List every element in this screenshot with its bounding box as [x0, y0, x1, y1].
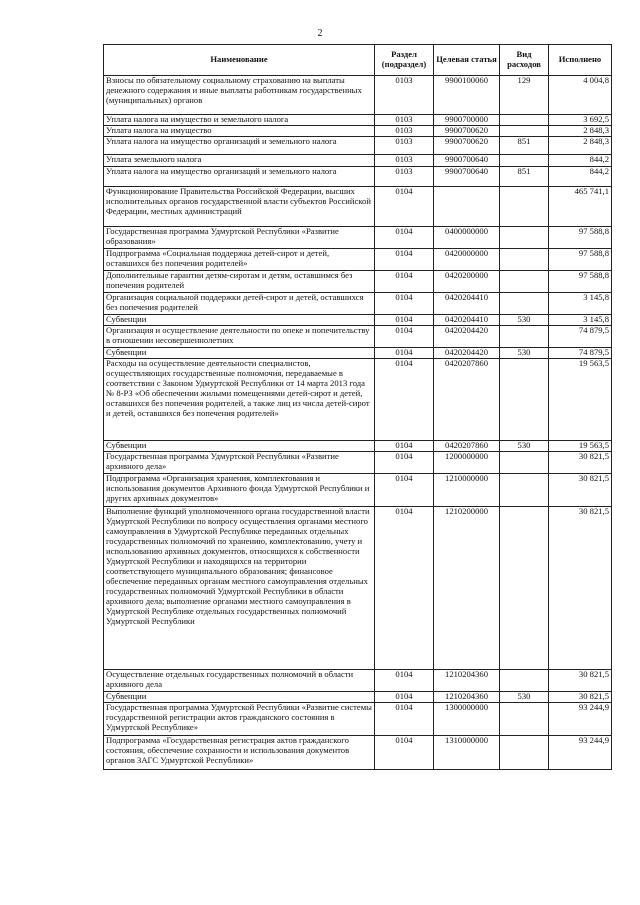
- cell-executed: 97 588,8: [549, 249, 612, 271]
- cell-section: 0104: [375, 227, 434, 249]
- cell-section: 0104: [375, 441, 434, 452]
- cell-expense-type: [500, 126, 549, 137]
- table-row: [104, 76, 612, 115]
- cell-executed: 4 004,8: [549, 76, 612, 115]
- cell-executed: 2 848,3: [549, 137, 612, 155]
- cell-target: 9900700640: [434, 155, 500, 167]
- cell-expense-type: [500, 359, 549, 441]
- cell-expense-type: [500, 474, 549, 507]
- budget-execution-table: [103, 44, 612, 770]
- cell-expense-type: 530: [500, 348, 549, 359]
- cell-target: 0420207860: [434, 359, 500, 441]
- table-row: [104, 126, 612, 137]
- table-row: [104, 692, 612, 703]
- header-name: Наименование: [104, 45, 375, 76]
- cell-expense-type: [500, 271, 549, 293]
- cell-executed: 93 244,9: [549, 736, 612, 770]
- cell-target: 1210200000: [434, 507, 500, 670]
- table-row: [104, 359, 612, 441]
- table-row: [104, 293, 612, 315]
- cell-expense-type: [500, 452, 549, 474]
- cell-target: [434, 187, 500, 227]
- cell-section: 0104: [375, 249, 434, 271]
- cell-executed: 93 244,9: [549, 703, 612, 736]
- cell-section: 0103: [375, 167, 434, 187]
- cell-target: 0420000000: [434, 249, 500, 271]
- cell-section: 0103: [375, 137, 434, 155]
- cell-name: Осуществление отдельных государственных полномочий в области архивного дела: [104, 670, 375, 692]
- table-row: [104, 703, 612, 736]
- cell-target: 9900700000: [434, 115, 500, 126]
- cell-target: 1300000000: [434, 703, 500, 736]
- cell-expense-type: 851: [500, 167, 549, 187]
- cell-expense-type: [500, 507, 549, 670]
- cell-executed: 844,2: [549, 167, 612, 187]
- table-row: [104, 137, 612, 155]
- cell-section: 0103: [375, 155, 434, 167]
- cell-name: Взносы по обязательному социальному страхованию на выплаты денежного содержания и иные выплаты работникам государственных (муниципальных) органов: [104, 76, 375, 115]
- cell-section: 0103: [375, 76, 434, 115]
- cell-name: Субвенции: [104, 692, 375, 703]
- cell-name: Государственная программа Удмуртской Республики «Развитие системы государственной регистрации актов гражданского состояния в Удмуртской Республике»: [104, 703, 375, 736]
- cell-target: 1210204360: [434, 692, 500, 703]
- cell-name: Организация социальной поддержки детей-сирот и детей, оставшихся без попечения родителей: [104, 293, 375, 315]
- cell-name: Государственная программа Удмуртской Республики «Развитие архивного дела»: [104, 452, 375, 474]
- cell-executed: 30 821,5: [549, 507, 612, 670]
- cell-expense-type: [500, 187, 549, 227]
- cell-target: 0420204410: [434, 293, 500, 315]
- cell-section: 0104: [375, 736, 434, 770]
- table-row: [104, 441, 612, 452]
- table-header-row: [104, 45, 612, 76]
- table-row: [104, 326, 612, 348]
- cell-expense-type: 530: [500, 692, 549, 703]
- cell-section: 0104: [375, 670, 434, 692]
- cell-target: 9900700620: [434, 137, 500, 155]
- cell-expense-type: [500, 155, 549, 167]
- cell-executed: 2 848,3: [549, 126, 612, 137]
- cell-name: Выполнение функций уполномоченного органа государственной власти Удмуртской Республики по вопросу осуществления органами местного самоуправления в Удмуртской Республике переданных отдельных государственных полномочий по хранению, комплектованию, учету и использованию архивных документов, относящихся к собственности Удмуртской Республики и находящихся на территории соответствующего муниципального образования; финансовое обеспечение переданных органам местного самоуправления отдельных государственных полномочий Удмуртской Республики в области архивного дела; выполнение органами местного самоуправления в Удмуртской Республике отдельных государственных полномочий Удмуртской Республики: [104, 507, 375, 670]
- cell-executed: 30 821,5: [549, 670, 612, 692]
- cell-expense-type: [500, 293, 549, 315]
- cell-name: Уплата налога на имущество организаций и земельного налога: [104, 137, 375, 155]
- header-executed: Исполнено: [549, 45, 612, 76]
- cell-executed: 844,2: [549, 155, 612, 167]
- cell-name: Подпрограмма «Социальная поддержка детей-сирот и детей, оставшихся без попечения родителей»: [104, 249, 375, 271]
- cell-name: Подпрограмма «Государственная регистрация актов гражданского состояния, обеспечение сохранности и использования документов органов ЗАГС Удмуртской Республики»: [104, 736, 375, 770]
- table-body: [104, 76, 612, 770]
- cell-expense-type: [500, 249, 549, 271]
- cell-executed: 30 821,5: [549, 474, 612, 507]
- cell-section: 0104: [375, 293, 434, 315]
- page-number: 2: [317, 28, 323, 39]
- cell-expense-type: 851: [500, 137, 549, 155]
- cell-section: 0104: [375, 315, 434, 326]
- table-row: [104, 507, 612, 670]
- cell-executed: 97 588,8: [549, 271, 612, 293]
- cell-executed: 97 588,8: [549, 227, 612, 249]
- cell-section: 0104: [375, 692, 434, 703]
- cell-expense-type: [500, 670, 549, 692]
- cell-expense-type: [500, 227, 549, 249]
- cell-name: Уплата земельного налога: [104, 155, 375, 167]
- table-row: [104, 249, 612, 271]
- cell-target: 0420204420: [434, 326, 500, 348]
- cell-name: Расходы на осуществление деятельности специалистов, осуществляющих государственные полномочия, передаваемые в соответствии с Законом Удмуртской Республики от 14 марта 2013 года № 8-РЗ «Об обеспечении жилыми помещениями детей-сирот и детей, оставшихся без попечения родителей, а также лиц из числа детей-сирот и детей, оставшихся без попечения родителей»: [104, 359, 375, 441]
- cell-executed: 19 563,5: [549, 359, 612, 441]
- cell-target: 1200000000: [434, 452, 500, 474]
- cell-section: 0104: [375, 359, 434, 441]
- cell-section: 0103: [375, 126, 434, 137]
- cell-section: 0103: [375, 115, 434, 126]
- cell-target: 0420204410: [434, 315, 500, 326]
- cell-section: 0104: [375, 452, 434, 474]
- header-target: Целевая статья: [434, 45, 500, 76]
- cell-target: 0420207860: [434, 441, 500, 452]
- cell-expense-type: 129: [500, 76, 549, 115]
- cell-expense-type: 530: [500, 441, 549, 452]
- cell-section: 0104: [375, 326, 434, 348]
- cell-name: Уплата налога на имущество организаций и земельного налога: [104, 167, 375, 187]
- cell-expense-type: 530: [500, 315, 549, 326]
- cell-target: 0400000000: [434, 227, 500, 249]
- cell-name: Субвенции: [104, 348, 375, 359]
- cell-executed: 3 145,8: [549, 315, 612, 326]
- header-section: Раздел (подраздел): [375, 45, 434, 76]
- cell-executed: 3 145,8: [549, 293, 612, 315]
- table-row: [104, 315, 612, 326]
- table-row: [104, 187, 612, 227]
- cell-target: 0420200000: [434, 271, 500, 293]
- cell-name: Организация и осуществление деятельности по опеке и попечительству в отношении несовершеннолетних: [104, 326, 375, 348]
- cell-target: 1210204360: [434, 670, 500, 692]
- table-row: [104, 227, 612, 249]
- cell-section: 0104: [375, 507, 434, 670]
- cell-target: 1210000000: [434, 474, 500, 507]
- cell-executed: 30 821,5: [549, 692, 612, 703]
- table-row: [104, 670, 612, 692]
- cell-name: Функционирование Правительства Российской Федерации, высших исполнительных органов государственной власти субъектов Российской Федерации, местных администраций: [104, 187, 375, 227]
- cell-executed: 74 879,5: [549, 326, 612, 348]
- cell-target: 1310000000: [434, 736, 500, 770]
- table-row: [104, 115, 612, 126]
- cell-executed: 74 879,5: [549, 348, 612, 359]
- table-row: [104, 348, 612, 359]
- cell-target: 9900100060: [434, 76, 500, 115]
- cell-name: Государственная программа Удмуртской Республики «Развитие образования»: [104, 227, 375, 249]
- table-row: [104, 155, 612, 167]
- cell-name: Подпрограмма «Организация хранения, комплектования и использования документов Архивного фонда Удмуртской Республики и других архивных документов»: [104, 474, 375, 507]
- cell-section: 0104: [375, 703, 434, 736]
- table-row: [104, 736, 612, 770]
- header-expense-type: Вид расходов: [500, 45, 549, 76]
- cell-expense-type: [500, 736, 549, 770]
- cell-name: Уплата налога на имущество: [104, 126, 375, 137]
- cell-expense-type: [500, 703, 549, 736]
- cell-executed: 3 692,5: [549, 115, 612, 126]
- cell-name: Субвенции: [104, 315, 375, 326]
- cell-section: 0104: [375, 271, 434, 293]
- table-row: [104, 474, 612, 507]
- cell-target: 0420204420: [434, 348, 500, 359]
- cell-section: 0104: [375, 348, 434, 359]
- cell-name: Субвенции: [104, 441, 375, 452]
- cell-target: 9900700640: [434, 167, 500, 187]
- table-row: [104, 452, 612, 474]
- table-row: [104, 167, 612, 187]
- cell-section: 0104: [375, 187, 434, 227]
- cell-name: Дополнительные гарантии детям-сиротам и детям, оставшимся без попечения родителей: [104, 271, 375, 293]
- cell-executed: 19 563,5: [549, 441, 612, 452]
- cell-expense-type: [500, 326, 549, 348]
- cell-target: 9900700620: [434, 126, 500, 137]
- cell-expense-type: [500, 115, 549, 126]
- cell-executed: 465 741,1: [549, 187, 612, 227]
- cell-executed: 30 821,5: [549, 452, 612, 474]
- table-row: [104, 271, 612, 293]
- cell-name: Уплата налога на имущество и земельного налога: [104, 115, 375, 126]
- cell-section: 0104: [375, 474, 434, 507]
